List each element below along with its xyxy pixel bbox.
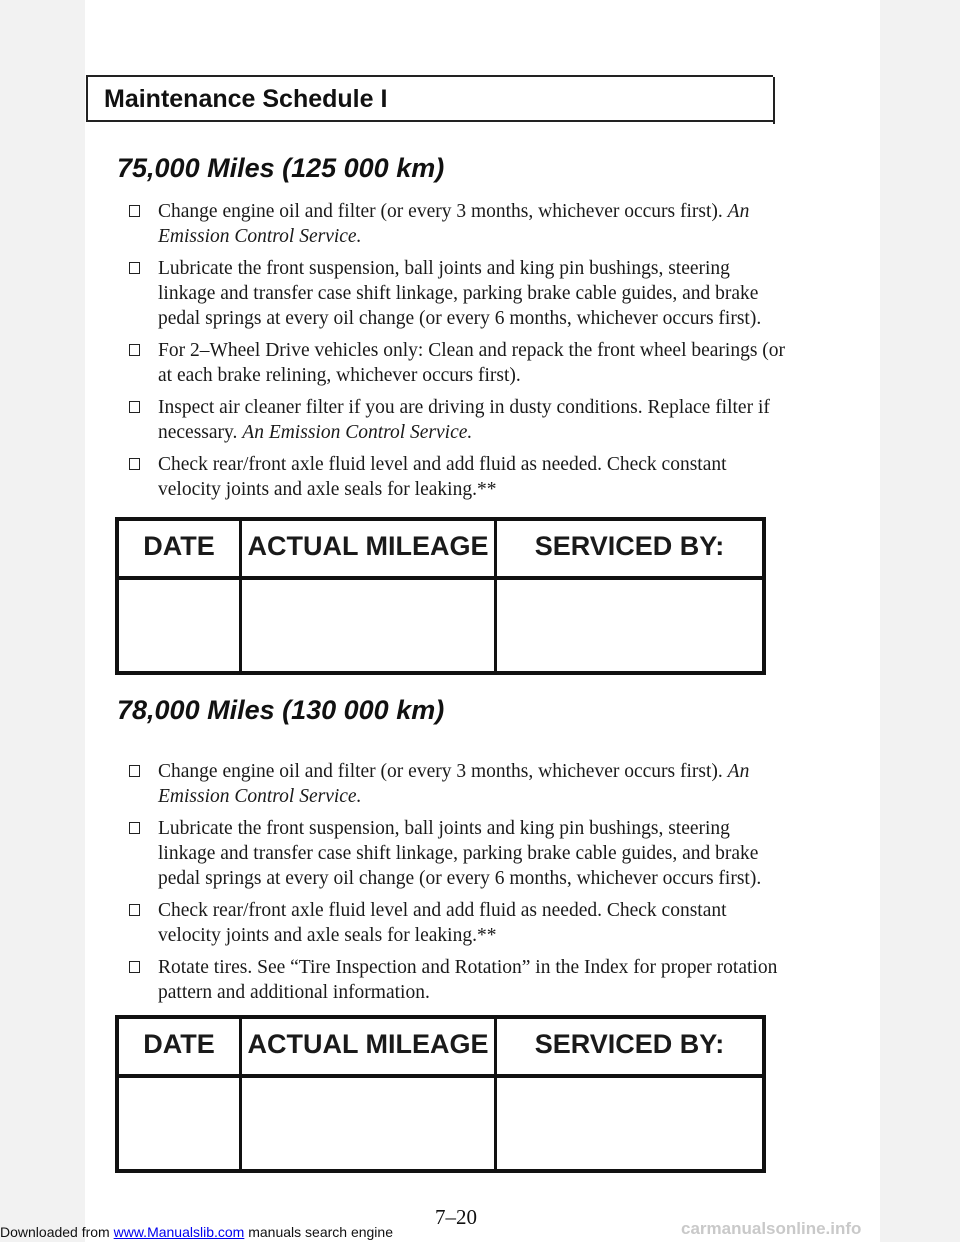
mileage-entry-cell[interactable] <box>242 580 494 671</box>
section-title-78000: 78,000 Miles (130 000 km) <box>117 695 445 725</box>
section-78000-items <box>127 759 787 1012</box>
checkbox[interactable] <box>129 961 140 973</box>
list-item: Check rear/front axle fluid level and add fluid as needed. Check constant velocity joints and axle seals for leaking.** <box>127 452 787 502</box>
checkbox[interactable] <box>129 765 140 777</box>
mileage-column-header: ACTUAL MILEAGE <box>247 1029 489 1059</box>
checkbox[interactable] <box>129 262 140 274</box>
service-log-header <box>119 521 762 580</box>
date-entry-cell[interactable] <box>119 580 239 671</box>
schedule-title: Maintenance Schedule I <box>104 85 388 113</box>
mileage-entry-cell[interactable] <box>242 1078 494 1169</box>
manualslib-link[interactable]: www.Manualslib.com <box>113 1224 245 1240</box>
list-item: Change engine oil and filter (or every 3 months, whichever occurs first). An Emission Control Service. <box>127 759 787 809</box>
list-item: Change engine oil and filter (or every 3 months, whichever occurs first). An Emission Control Service. <box>127 199 787 249</box>
section-title-75000: 75,000 Miles (125 000 km) <box>117 153 445 183</box>
list-item: Rotate tires. See “Tire Inspection and Rotation” in the Index for proper rotation pattern and additional information. <box>127 955 787 1005</box>
serviced-by-column-header: SERVICED BY: <box>534 1029 725 1059</box>
section-75000-items <box>127 199 787 509</box>
checkbox[interactable] <box>129 822 140 834</box>
service-log-table-75000 <box>115 517 766 675</box>
date-column-header: DATE <box>143 531 215 561</box>
list-item: Check rear/front axle fluid level and add fluid as needed. Check constant velocity joints and axle seals for leaking.** <box>127 898 787 948</box>
checkbox[interactable] <box>129 344 140 356</box>
schedule-header <box>86 75 773 122</box>
serviced-by-entry-cell[interactable] <box>497 580 762 671</box>
list-item: Lubricate the front suspension, ball joints and king pin bushings, steering linkage and transfer case shift linkage, parking brake cable guides, and brake pedal springs at every oil change (or every 6 months, whichever occurs first). <box>127 256 787 331</box>
checkbox[interactable] <box>129 904 140 916</box>
service-log-header <box>119 1019 762 1078</box>
checkbox[interactable] <box>129 401 140 413</box>
mileage-column-header: ACTUAL MILEAGE <box>247 531 489 561</box>
checkbox[interactable] <box>129 205 140 217</box>
serviced-by-column-header: SERVICED BY: <box>534 531 725 561</box>
serviced-by-entry-cell[interactable] <box>497 1078 762 1169</box>
site-watermark: carmanualsonline.info <box>681 1219 862 1238</box>
list-item: Inspect air cleaner filter if you are driving in dusty conditions. Replace filter if necessary. An Emission Control Service. <box>127 395 787 445</box>
page-number: 7–20 <box>435 1205 477 1229</box>
date-column-header: DATE <box>143 1029 215 1059</box>
download-footer: Downloaded from www.Manualslib.com manuals search engine <box>0 1224 393 1240</box>
service-log-table-78000 <box>115 1015 766 1173</box>
list-item: For 2–Wheel Drive vehicles only: Clean and repack the front wheel bearings (or at each brake relining, whichever occurs first). <box>127 338 787 388</box>
checkbox[interactable] <box>129 458 140 470</box>
list-item: Lubricate the front suspension, ball joints and king pin bushings, steering linkage and transfer case shift linkage, parking brake cable guides, and brake pedal springs at every oil change (or every 6 months, whichever occurs first). <box>127 816 787 891</box>
date-entry-cell[interactable] <box>119 1078 239 1169</box>
